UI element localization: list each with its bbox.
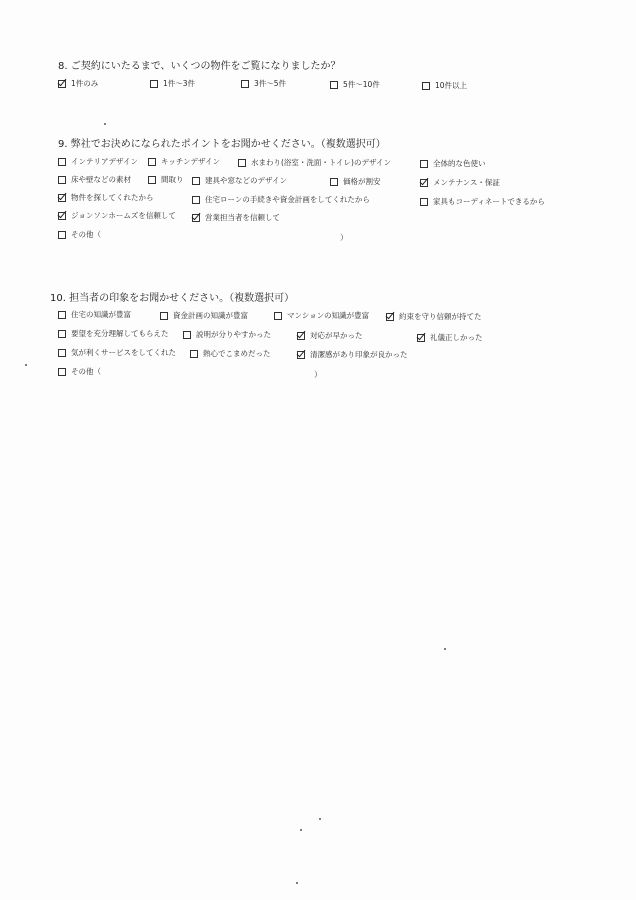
q8-title: 8. ご契約にいたるまで、いくつの物件をご覧になりましたか？	[58, 61, 341, 72]
checked-checkbox-icon[interactable]	[417, 334, 425, 342]
scan-speck	[300, 829, 302, 831]
option-label: 清潔感があり印象が良かった	[310, 350, 408, 359]
checkbox-icon[interactable]	[274, 312, 282, 320]
checked-checkbox-icon[interactable]	[297, 332, 305, 340]
q10-option[interactable]	[58, 309, 131, 320]
checkbox-icon[interactable]	[58, 349, 66, 357]
q9-option[interactable]	[58, 156, 138, 167]
option-label: 約束を守り信頼が持てた	[399, 312, 482, 321]
checkbox-icon[interactable]	[420, 198, 428, 206]
q10-other-close-paren: ）	[314, 370, 322, 379]
option-label: その他（	[71, 230, 101, 239]
checkbox-icon[interactable]	[330, 178, 338, 186]
q9-option[interactable]	[148, 156, 220, 167]
checkbox-icon[interactable]	[183, 331, 191, 339]
option-label: 礼儀正しかった	[430, 333, 483, 342]
checkbox-icon[interactable]	[58, 330, 66, 338]
option-label: 1件のみ	[71, 79, 99, 88]
option-label: ジョンソンホームズを信頼して	[71, 211, 176, 220]
checked-checkbox-icon[interactable]	[192, 214, 200, 222]
option-label: 3件〜5件	[254, 79, 287, 88]
q9-option[interactable]	[58, 174, 131, 185]
checkbox-icon[interactable]	[190, 350, 198, 358]
checked-checkbox-icon[interactable]	[58, 194, 66, 202]
q8-option[interactable]	[241, 78, 286, 89]
q10-option[interactable]	[190, 348, 271, 359]
scan-speck	[296, 882, 298, 884]
checkbox-icon[interactable]	[192, 177, 200, 185]
q10-option[interactable]	[183, 329, 271, 340]
option-label: 説明が分りやすかった	[196, 330, 271, 339]
q10-option[interactable]	[274, 310, 369, 321]
option-label: 全体的な色使い	[433, 159, 486, 168]
option-label: 対応が早かった	[310, 331, 363, 340]
scan-speck	[25, 364, 27, 366]
option-label: 熱心でこまめだった	[203, 349, 271, 358]
checkbox-icon[interactable]	[241, 80, 249, 88]
q10-option[interactable]	[160, 310, 248, 321]
q8-option[interactable]	[330, 79, 380, 90]
checkbox-icon[interactable]	[192, 196, 200, 204]
q9-option-other[interactable]	[58, 229, 101, 240]
q9-option[interactable]	[238, 157, 391, 168]
checkbox-icon[interactable]	[58, 176, 66, 184]
checkbox-icon[interactable]	[150, 80, 158, 88]
checked-checkbox-icon[interactable]	[58, 80, 66, 88]
checked-checkbox-icon[interactable]	[420, 179, 428, 187]
checkbox-icon[interactable]	[58, 368, 66, 376]
checkbox-icon[interactable]	[422, 82, 430, 90]
q10-option[interactable]	[58, 347, 176, 358]
q9-option[interactable]	[192, 194, 370, 205]
q9-option[interactable]	[192, 175, 287, 186]
q9-other-close-paren: ）	[340, 233, 348, 242]
q10-title: 10. 担当者の印象をお聞かせください。（複数選択可）	[50, 293, 295, 304]
q9-title: 9. 弊社でお決めになられたポイントをお聞かせください。（複数選択可）	[58, 139, 386, 150]
option-label: メンテナンス・保証	[433, 178, 500, 187]
q9-option[interactable]	[420, 177, 500, 188]
q9-option[interactable]	[420, 158, 486, 169]
q10-option[interactable]	[58, 328, 169, 339]
option-label: その他（	[71, 367, 101, 376]
scan-speck	[444, 648, 446, 650]
checkbox-icon[interactable]	[420, 160, 428, 168]
checked-checkbox-icon[interactable]	[297, 351, 305, 359]
scan-speck	[104, 123, 106, 125]
option-label: 住宅の知識が豊富	[71, 310, 131, 319]
q10-option-other[interactable]	[58, 366, 101, 377]
scan-speck	[319, 818, 321, 820]
option-label: 価格が割安	[343, 177, 381, 186]
option-label: 間取り	[161, 175, 184, 184]
checked-checkbox-icon[interactable]	[58, 212, 66, 220]
option-label: 資金計画の知識が豊富	[173, 311, 248, 320]
option-label: マンションの知識が豊富	[287, 311, 370, 320]
q10-option[interactable]	[386, 311, 482, 322]
checkbox-icon[interactable]	[330, 81, 338, 89]
q9-option[interactable]	[58, 192, 154, 203]
option-label: 住宅ローンの手続きや資金計画をしてくれたから	[205, 195, 370, 204]
q10-option[interactable]	[297, 349, 408, 360]
checkbox-icon[interactable]	[58, 158, 66, 166]
option-label: キッチンデザイン	[161, 157, 220, 166]
q9-option[interactable]	[58, 210, 176, 221]
option-label: 営業担当者を信頼して	[205, 213, 280, 222]
q9-option[interactable]	[192, 212, 280, 223]
option-label: 5件〜10件	[343, 80, 380, 89]
checked-checkbox-icon[interactable]	[386, 313, 394, 321]
option-label: 床や壁などの素材	[71, 175, 131, 184]
option-label: インテリアデザイン	[71, 157, 138, 166]
checkbox-icon[interactable]	[58, 231, 66, 239]
checkbox-icon[interactable]	[148, 158, 156, 166]
checkbox-icon[interactable]	[160, 312, 168, 320]
option-label: 気が利くサービスをしてくれた	[71, 348, 176, 357]
checkbox-icon[interactable]	[58, 311, 66, 319]
q9-option[interactable]	[330, 176, 381, 187]
q8-option[interactable]	[58, 78, 98, 89]
q10-option[interactable]	[297, 330, 363, 341]
checkbox-icon[interactable]	[238, 159, 246, 167]
option-label: 家具もコーディネートできるから	[433, 197, 545, 206]
option-label: 建具や窓などのデザイン	[205, 176, 287, 185]
q8-option[interactable]	[422, 80, 467, 91]
option-label: 1件〜3件	[163, 79, 196, 88]
q9-option[interactable]	[148, 174, 184, 185]
q9-option[interactable]	[420, 196, 545, 207]
checkbox-icon[interactable]	[148, 176, 156, 184]
q8-option[interactable]	[150, 78, 195, 89]
q10-option[interactable]	[417, 332, 483, 343]
option-label: 水まわり(浴室・洗面・トイレ)のデザイン	[251, 158, 391, 167]
option-label: 10件以上	[435, 81, 468, 90]
option-label: 要望を充分理解してもらえた	[71, 329, 169, 338]
option-label: 物件を探してくれたから	[71, 193, 154, 202]
